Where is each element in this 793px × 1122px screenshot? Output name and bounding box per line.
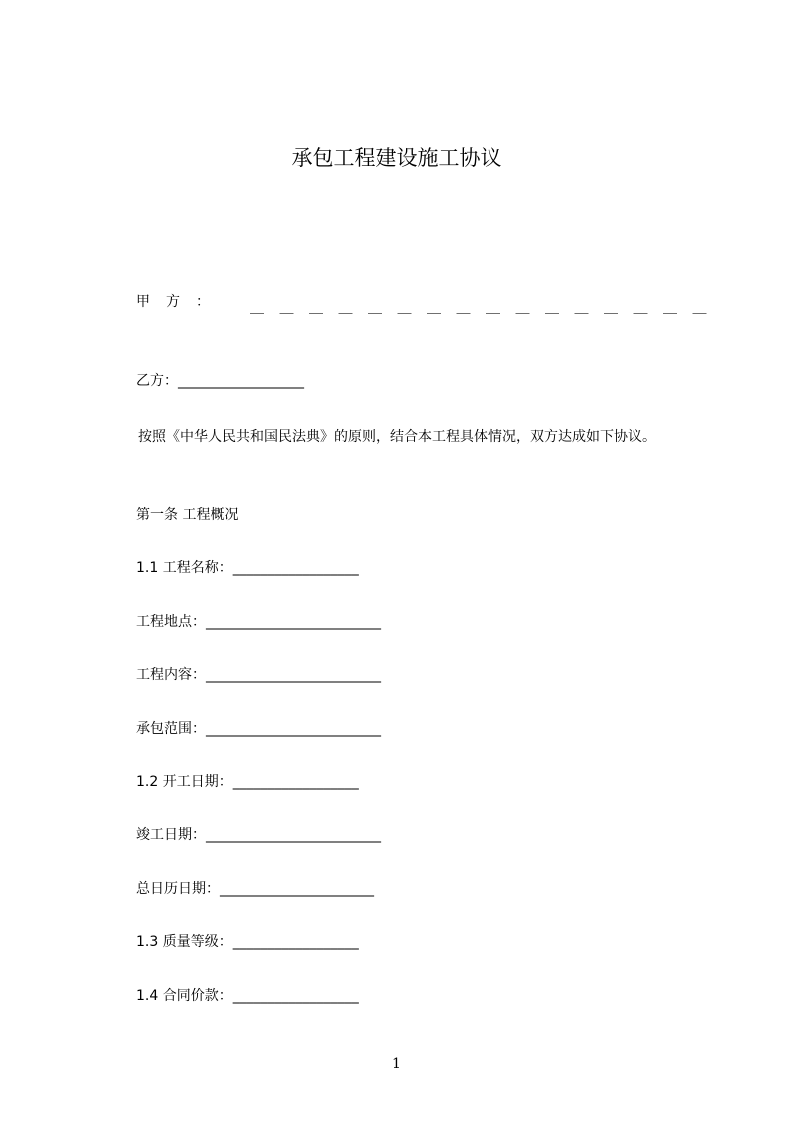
field-contract-price — [136, 986, 359, 1006]
party-a-line — [136, 292, 211, 312]
field-label: 1.4 合同价款： — [136, 988, 233, 1004]
field-project-location — [136, 612, 381, 632]
field-label: 1.1 工程名称： — [136, 560, 233, 576]
field-blank: __________________ — [232, 774, 359, 790]
party-b-label: 乙方： — [136, 373, 178, 389]
document-title: 承包工程建设施工协议 — [291, 146, 502, 170]
field-label: 1.2 开工日期： — [136, 774, 233, 790]
field-label: 总日历日期： — [136, 881, 220, 897]
party-b-line — [136, 371, 304, 391]
field-blank: _________________________ — [206, 614, 381, 630]
field-contract-scope — [136, 719, 381, 739]
field-blank: ______________________ — [220, 881, 374, 897]
field-label: 工程地点： — [136, 614, 206, 630]
field-project-name — [136, 558, 359, 578]
field-blank: __________________ — [232, 934, 359, 950]
field-label: 竣工日期： — [136, 827, 206, 843]
field-total-calendar-days — [136, 879, 374, 899]
page-number: 1 — [392, 1056, 401, 1072]
field-quality-grade — [136, 932, 359, 952]
party-a-blank: ＿＿＿＿＿＿＿＿＿＿＿＿＿＿＿＿ — [250, 300, 722, 316]
field-label: 1.3 质量等级： — [136, 934, 233, 950]
field-label: 承包范围： — [136, 721, 206, 737]
field-start-date — [136, 772, 359, 792]
party-a-label: 甲 方 ： — [136, 294, 211, 310]
party-b-blank: __________________ — [178, 373, 304, 389]
field-completion-date — [136, 825, 381, 845]
field-blank: __________________ — [232, 560, 359, 576]
section-heading: 第一条 工程概况 — [136, 507, 239, 523]
field-project-content — [136, 665, 381, 685]
field-blank: __________________ — [232, 988, 359, 1004]
field-blank: _________________________ — [206, 667, 381, 683]
field-blank: _________________________ — [206, 721, 381, 737]
intro-paragraph: 按照《中华人民共和国民法典》的原则，结合本工程具体情况，双方达成如下协议。 — [138, 429, 656, 445]
field-blank: _________________________ — [206, 827, 381, 843]
field-label: 工程内容： — [136, 667, 206, 683]
